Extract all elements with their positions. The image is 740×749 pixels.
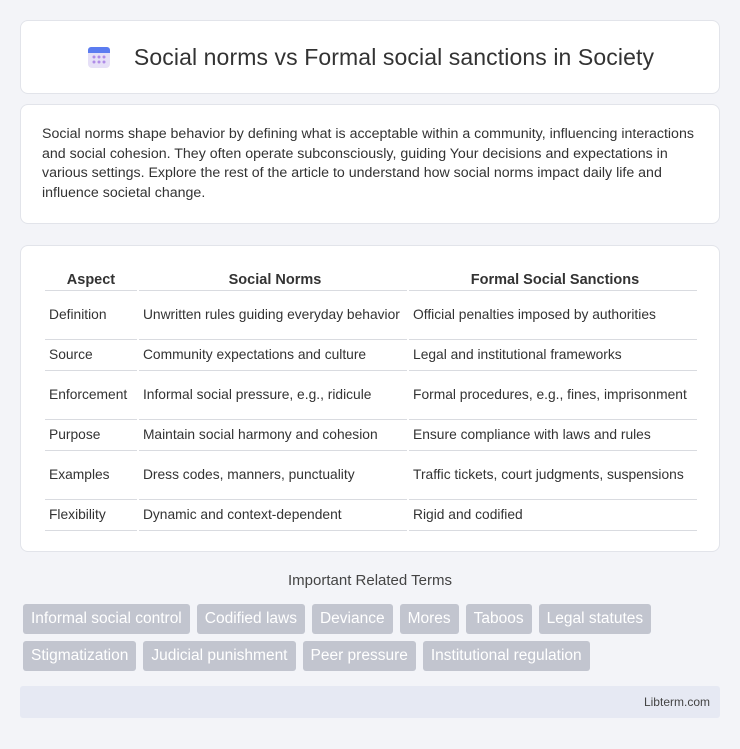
tag-legal-statutes[interactable]: Legal statutes <box>539 604 652 634</box>
table-row <box>45 451 697 500</box>
cell-aspect: Source <box>45 340 137 371</box>
tag-judicial-punishment[interactable]: Judicial punishment <box>143 641 295 671</box>
tag-stigmatization[interactable]: Stigmatization <box>23 641 136 671</box>
title-card <box>20 20 720 94</box>
table-row <box>45 500 697 531</box>
related-terms-list <box>23 604 723 671</box>
footer-brand-link[interactable]: Libterm.com <box>643 695 710 709</box>
page-title: Social norms vs Formal social sanctions in Society <box>133 43 655 70</box>
footer <box>20 686 720 718</box>
cell-aspect: Definition <box>45 291 137 340</box>
cell-social-norms: Maintain social harmony and cohesion <box>139 420 407 451</box>
cell-formal-sanctions: Official penalties imposed by authorities <box>409 291 697 340</box>
intro-card <box>20 104 720 224</box>
tag-institutional-regulation[interactable]: Institutional regulation <box>423 641 590 671</box>
cell-aspect: Examples <box>45 451 137 500</box>
comparison-table-card <box>20 245 720 552</box>
tag-informal-social-control[interactable]: Informal social control <box>23 604 190 634</box>
header-aspect: Aspect <box>45 266 137 291</box>
comparison-table <box>43 266 699 531</box>
table-row <box>45 420 697 451</box>
tag-codified-laws[interactable]: Codified laws <box>197 604 305 634</box>
cell-aspect: Flexibility <box>45 500 137 531</box>
tag-mores[interactable]: Mores <box>400 604 459 634</box>
tag-deviance[interactable]: Deviance <box>312 604 393 634</box>
cell-social-norms: Unwritten rules guiding everyday behavior <box>139 291 407 340</box>
cell-formal-sanctions: Legal and institutional frameworks <box>409 340 697 371</box>
cell-formal-sanctions: Ensure compliance with laws and rules <box>409 420 697 451</box>
table-row <box>45 340 697 371</box>
cell-social-norms: Community expectations and culture <box>139 340 407 371</box>
table-row <box>45 371 697 420</box>
table-row <box>45 291 697 340</box>
cell-formal-sanctions: Rigid and codified <box>409 500 697 531</box>
calendar-icon <box>86 44 112 70</box>
cell-formal-sanctions: Formal procedures, e.g., fines, imprisonment <box>409 371 697 420</box>
cell-formal-sanctions: Traffic tickets, court judgments, suspensions <box>409 451 697 500</box>
related-terms-heading: Important Related Terms <box>288 572 452 589</box>
cell-aspect: Enforcement <box>45 371 137 420</box>
header-social-norms: Social Norms <box>139 266 407 291</box>
tag-taboos[interactable]: Taboos <box>466 604 532 634</box>
cell-social-norms: Dynamic and context-dependent <box>139 500 407 531</box>
header-formal-sanctions: Formal Social Sanctions <box>409 266 697 291</box>
cell-social-norms: Dress codes, manners, punctuality <box>139 451 407 500</box>
table-header-row <box>45 266 697 291</box>
cell-social-norms: Informal social pressure, e.g., ridicule <box>139 371 407 420</box>
intro-text: Social norms shape behavior by defining what is acceptable within a community, influencing interactions and social cohesion. They often operate subconsciously, guiding Your decisions and expectations in various settings. Explore the rest of the article to understand how social norms impact daily life and influence societal change. <box>42 126 694 201</box>
cell-aspect: Purpose <box>45 420 137 451</box>
tag-peer-pressure[interactable]: Peer pressure <box>303 641 416 671</box>
